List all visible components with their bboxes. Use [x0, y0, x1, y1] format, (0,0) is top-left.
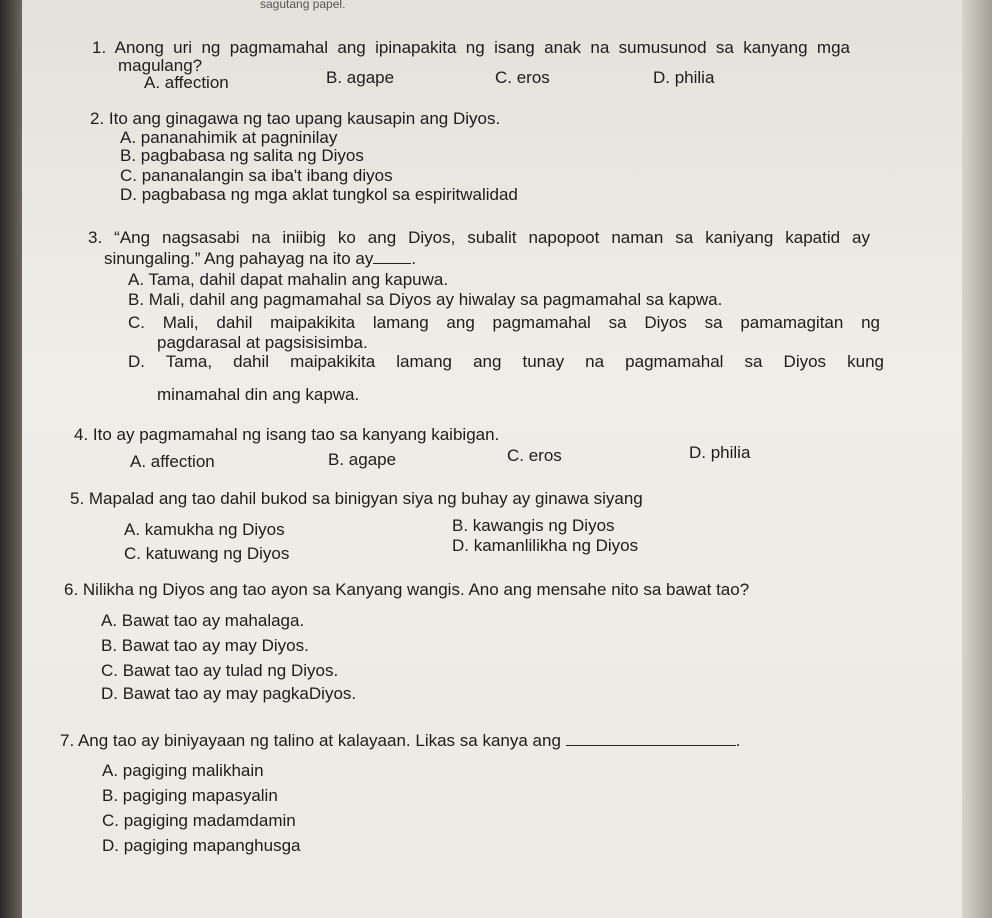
q6-option-b: B. Bawat tao ay may Diyos.	[101, 636, 309, 655]
q3-option-d-cont: minamahal din ang kapwa.	[157, 385, 360, 404]
q3-option-a: A. Tama, dahil dapat mahalin ang kapuwa.	[128, 270, 449, 289]
q3-stem: 3. “Ang nagsasabi na iniibig ko ang Diyos, subalit napopoot naman sa kaniyang kapatid ay	[88, 228, 870, 247]
background-right	[962, 0, 992, 918]
q4-option-d: D. philia	[689, 443, 751, 462]
q3-option-d: D. Tama, dahil maipakikita lamang ang tunay na pagmamahal sa Diyos kung	[128, 352, 884, 371]
q6-stem: 6. Nilikha ng Diyos ang tao ayon sa Kanyang wangis. Ano ang mensahe nito sa bawat tao?	[64, 580, 750, 599]
q3-stem-cont: sinungaling.” Ang pahayag na ito ay .	[104, 249, 417, 268]
q3-option-c: C. Mali, dahil maipakikita lamang ang pagmamahal sa Diyos sa pamamagitan ng	[128, 313, 880, 332]
q7-option-b: B. pagiging mapasyalin	[102, 786, 278, 805]
q1-option-b: B. agape	[326, 68, 395, 87]
q1-stem: 1. Anong uri ng pagmamahal ang ipinapakita ng isang anak na sumusunod sa kanyang mga	[92, 38, 850, 57]
q7-option-d: D. pagiging mapanghusga	[102, 836, 301, 855]
q2-option-d: D. pagbabasa ng mga aklat tungkol sa espiritwalidad	[120, 185, 518, 204]
q7-option-a: A. pagiging malikhain	[102, 761, 264, 780]
q2-option-a: A. pananahimik at pagninilay	[120, 128, 338, 147]
q5-option-b: B. kawangis ng Diyos	[452, 516, 615, 535]
header-text: sagutang papel.	[260, 0, 346, 11]
q1-option-a: A. affection	[144, 73, 229, 92]
q2-option-b: B. pagbabasa ng salita ng Diyos	[120, 146, 364, 165]
q4-option-b: B. agape	[328, 450, 397, 469]
paper-edge-shadow	[0, 0, 22, 918]
q4-option-c: C. eros	[507, 446, 562, 465]
q4-stem: 4. Ito ay pagmamahal ng isang tao sa kanyang kaibigan.	[74, 425, 500, 444]
q2-stem: 2. Ito ang ginagawa ng tao upang kausapin ang Diyos.	[90, 109, 501, 128]
q5-option-d: D. kamanlilikha ng Diyos	[452, 536, 639, 555]
q6-option-d: D. Bawat tao ay may pagkaDiyos.	[101, 684, 357, 703]
q5-option-c: C. katuwang ng Diyos	[124, 544, 290, 563]
q7-stem: 7. Ang tao ay biniyayaan ng talino at kalayaan. Likas sa kanya ang .	[60, 731, 741, 750]
q6-option-c: C. Bawat tao ay tulad ng Diyos.	[101, 661, 339, 680]
q3-option-b: B. Mali, dahil ang pagmamahal sa Diyos ay hiwalay sa pagmamahal sa kapwa.	[128, 290, 723, 309]
q2-option-c: C. pananalangin sa iba't ibang diyos	[120, 166, 393, 185]
q5-stem: 5. Mapalad ang tao dahil bukod sa binigyan siya ng buhay ay ginawa siyang	[70, 489, 643, 508]
q6-option-a: A. Bawat tao ay mahalaga.	[101, 611, 305, 630]
q5-option-a: A. kamukha ng Diyos	[124, 520, 285, 539]
q3-option-c-cont: pagdarasal at pagsisisimba.	[157, 333, 368, 352]
q1-stem-cont: magulang?	[118, 56, 203, 75]
q4-option-a: A. affection	[130, 452, 215, 471]
q1-option-c: C. eros	[495, 68, 550, 87]
q1-option-d: D. philia	[653, 68, 715, 87]
q7-option-c: C. pagiging madamdamin	[102, 811, 296, 830]
